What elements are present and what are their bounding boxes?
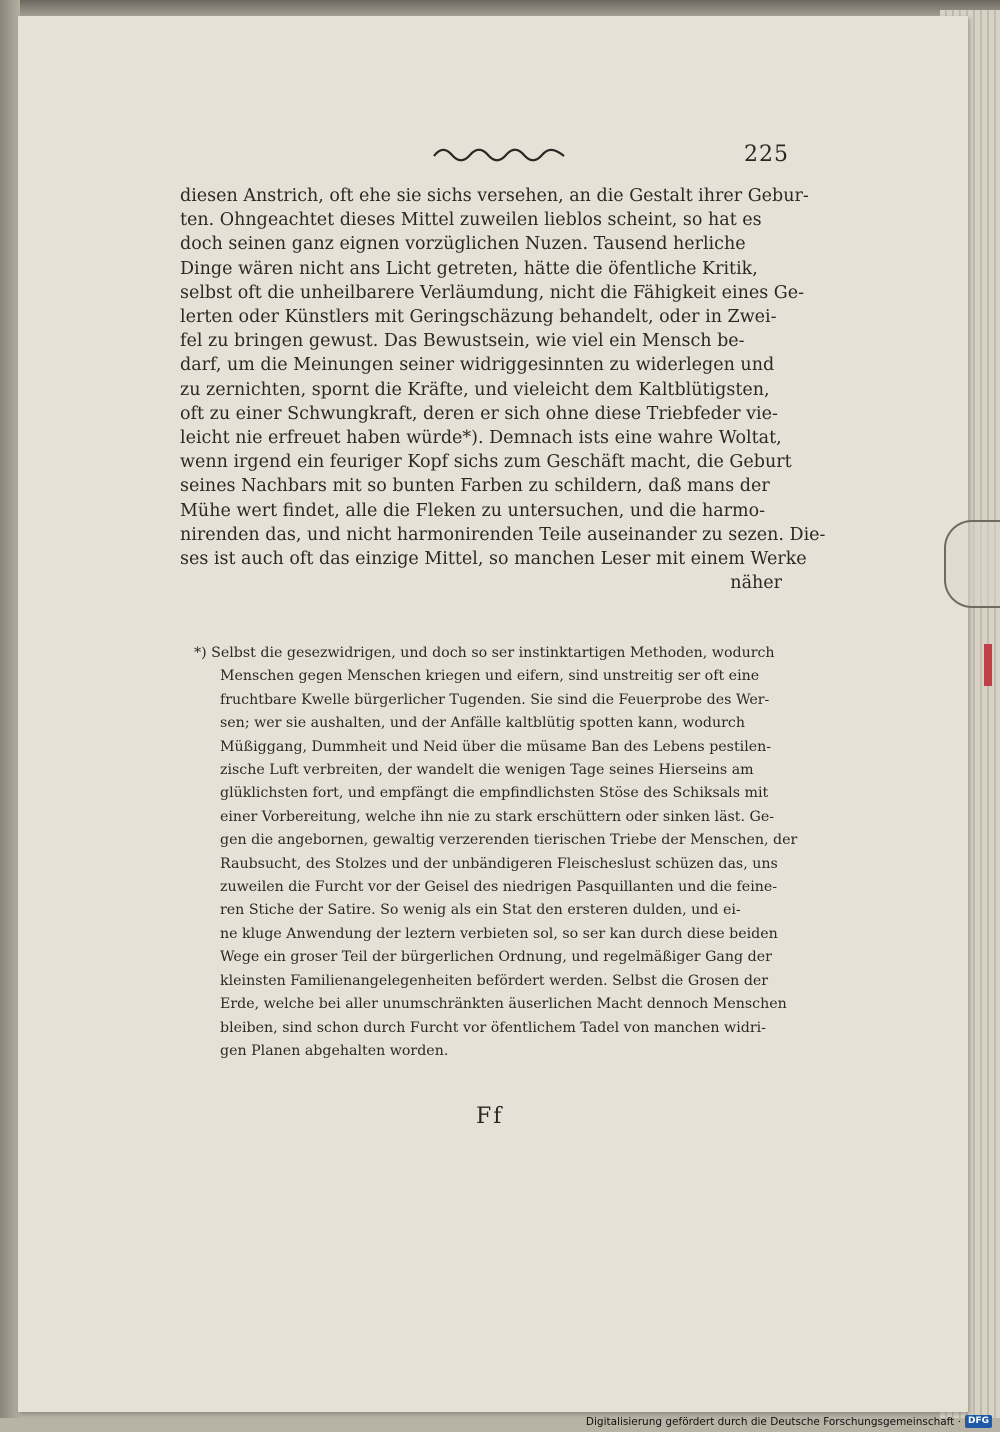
footnote-line: gen Planen abgehalten worden. xyxy=(220,1042,449,1059)
digitization-credit xyxy=(586,1415,992,1428)
dfg-logo-icon: DFG xyxy=(965,1415,992,1428)
footnote-line: ne kluge Anwendung der leztern verbieten sol, so ser kan durch diese beiden xyxy=(220,925,778,942)
text-line: lerten oder Künstlers mit Geringschäzung behandelt, oder in Zwei- xyxy=(180,307,777,328)
footnote-line: fruchtbare Kwelle bürgerlicher Tugenden. Sie sind die Feuerprobe des Wer- xyxy=(220,691,770,708)
text-line: ses ist auch oft das einzige Mittel, so manchen Leser mit einem Werke xyxy=(180,549,807,570)
footnote-line: glüklichsten fort, und empfängt die empfindlichsten Stöse des Schiksals mit xyxy=(220,785,769,802)
text-line: nirenden das, und nicht harmonirenden Teile auseinander zu sezen. Die- xyxy=(180,524,826,545)
footnote-block xyxy=(194,642,798,1063)
text-line: doch seinen ganz eignen vorzüglichen Nuzen. Tausend herliche xyxy=(180,234,746,255)
footnote-line: Erde, welche bei aller unumschränkten äuserlichen Macht dennoch Menschen xyxy=(220,996,787,1013)
text-line: ten. Ohngeachtet dieses Mittel zuweilen lieblos scheint, so hat es xyxy=(180,210,762,231)
bookmark-tab xyxy=(984,644,992,686)
text-line: seines Nachbars mit so bunten Farben zu schildern, daß mans der xyxy=(180,476,770,497)
footnote-line: sen; wer sie aushalten, und der Anfälle kaltblütig spotten kann, wodurch xyxy=(220,715,745,732)
footnote-line: Wege ein groser Teil der bürgerlichen Ordnung, und regelmäßiger Gang der xyxy=(220,949,772,966)
footnote-line: einer Vorbereitung, welche ihn nie zu stark erschüttern oder sinken läst. Ge- xyxy=(220,808,775,825)
main-text-block xyxy=(180,184,826,595)
footnote-line: kleinsten Familienangelegenheiten befördert werden. Selbst die Grosen der xyxy=(220,972,769,989)
decorative-rule xyxy=(432,146,566,164)
binding-shadow xyxy=(0,0,20,1418)
paper-clip-icon xyxy=(944,520,1000,608)
footnote-line: Müßiggang, Dummheit und Neid über die müsame Ban des Lebens pestilen- xyxy=(220,738,772,755)
footnote-line: bleiben, sind schon durch Furcht vor öfentlichem Tadel von manchen widri- xyxy=(220,1019,766,1036)
footnote-line: zuweilen die Furcht vor der Geisel des niedrigen Pasquillanten und die feine- xyxy=(220,879,778,896)
footnote-line: ren Stiche der Satire. So wenig als ein Stat den ersteren dulden, und ei- xyxy=(220,902,741,919)
signature-mark: Ff xyxy=(476,1104,504,1129)
text-line: zu zernichten, spornt die Kräfte, und vieleicht dem Kaltblütigsten, xyxy=(180,379,770,400)
footnote-line: gen die angebornen, gewaltig verzerenden tierischen Triebe der Menschen, der xyxy=(220,832,798,849)
footnote-line: zische Luft verbreiten, der wandelt die wenigen Tage seines Hierseins am xyxy=(220,762,754,779)
page-number: 225 xyxy=(744,142,789,167)
footnote-line: Raubsucht, des Stolzes und der unbändigeren Fleischeslust schüzen das, uns xyxy=(220,855,778,872)
credit-text: Digitalisierung gefördert durch die Deutsche Forschungsgemeinschaft · xyxy=(585,1415,961,1428)
text-line: selbst oft die unheilbarere Verläumdung, nicht die Fähigkeit eines Ge- xyxy=(180,282,805,303)
text-line: fel zu bringen gewust. Das Bewustsein, wie viel ein Mensch be- xyxy=(180,331,745,352)
text-line: oft zu einer Schwungkraft, deren er sich ohne diese Triebfeder vie- xyxy=(180,403,778,424)
footnote-line: Menschen gegen Menschen kriegen und eifern, sind unstreitig ser oft eine xyxy=(220,668,760,685)
text-line: Dinge wären nicht ans Licht getreten, hätte die öfentliche Kritik, xyxy=(180,258,758,279)
catchword: näher xyxy=(730,573,782,594)
text-line: wenn irgend ein feuriger Kopf sichs zum Geschäft macht, die Geburt xyxy=(180,452,792,473)
text-line: leicht nie erfreuet haben würde*). Demnach ists eine wahre Woltat, xyxy=(180,428,782,449)
text-line: diesen Anstrich, oft ehe sie sichs versehen, an die Gestalt ihrer Gebur- xyxy=(180,186,809,206)
text-line: Mühe wert findet, alle die Fleken zu untersuchen, und die harmo- xyxy=(180,500,766,521)
text-line: darf, um die Meinungen seiner widriggesinnten zu widerlegen und xyxy=(180,355,775,376)
footnote-line: *) Selbst die gesezwidrigen, und doch so ser instinktartigen Methoden, wodurch xyxy=(194,645,775,661)
